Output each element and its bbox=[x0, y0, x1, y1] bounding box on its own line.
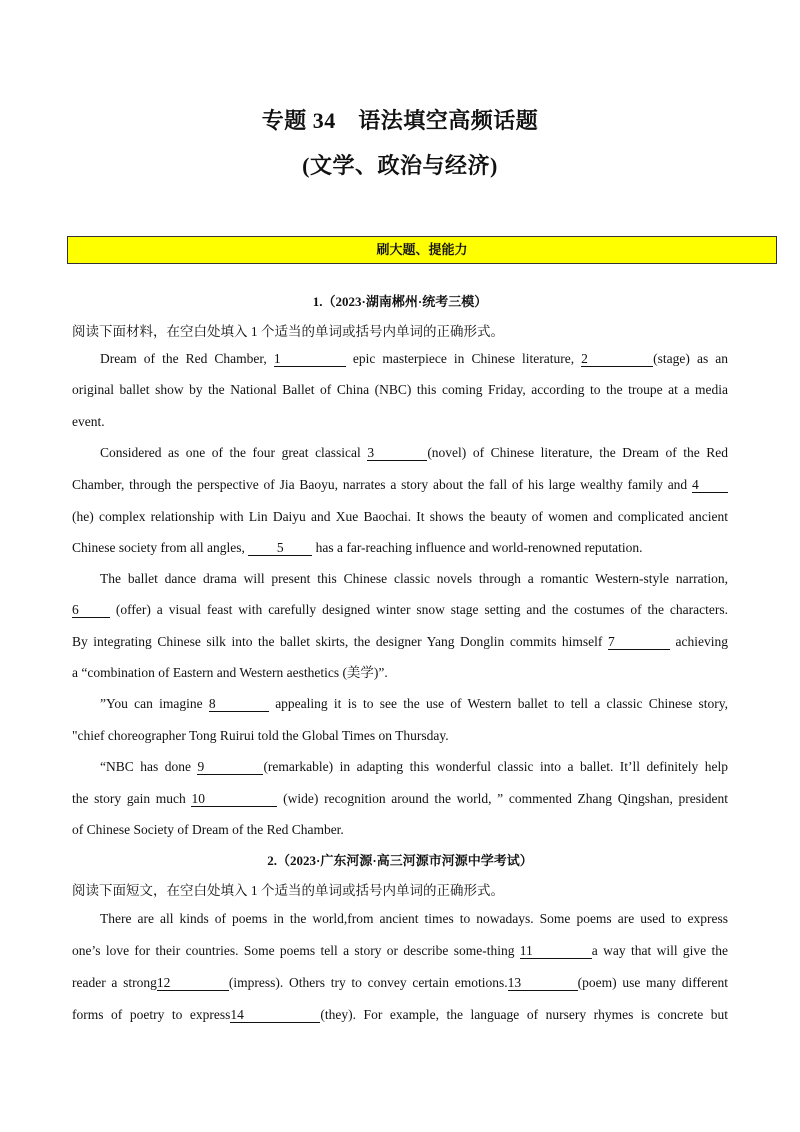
q1-p3-line4: a “combination of Eastern and Western aesthetics (美学)”. bbox=[72, 665, 388, 680]
blank-5: 5 bbox=[248, 540, 312, 556]
q2-p1-line2: one’s love for their countries. Some poems tell a story or describe some-thing 11 a way that will give the bbox=[72, 943, 728, 958]
blank-2: 2 bbox=[581, 351, 653, 367]
blank-9: 9 bbox=[197, 759, 263, 775]
q1-p3-line2: 6 (offer) a visual feast with carefully designed winter snow stage setting and the costumes of the characters. bbox=[72, 602, 728, 617]
blank-1: 1 bbox=[274, 351, 346, 367]
q1-p2-line3: (he) complex relationship with Lin Daiyu and Xue Baochai. It shows the beauty of women and complicated ancient bbox=[72, 509, 728, 524]
blank-3: 3 bbox=[367, 445, 427, 461]
q1-p2-line4: Chinese society from all angles, 5 has a far-reaching influence and world-renowned reputation. bbox=[72, 540, 643, 555]
blank-14: 14 bbox=[230, 1007, 320, 1023]
q1-p2-line2: Chamber, through the perspective of Jia Baoyu, narrates a story about the fall of his large wealthy family and 4 bbox=[72, 476, 728, 494]
q1-heading: 1.（2023·湖南郴州·统考三模） bbox=[312, 294, 488, 309]
page-title: 专题 34 语法填空高频话题 bbox=[261, 108, 539, 133]
blank-10: 10 bbox=[191, 791, 277, 807]
q2-instruction: 阅读下面短文，在空白处填入 1 个适当的单词或括号内单词的正确形式。 bbox=[72, 883, 504, 898]
q1-instruction: 阅读下面材料，在空白处填入 1 个适当的单词或括号内单词的正确形式。 bbox=[72, 324, 504, 339]
q2-p1-line3: reader a strong12 (impress). Others try to convey certain emotions.13 (poem) use many different bbox=[72, 975, 728, 990]
q1-p1-line3: event. bbox=[72, 414, 105, 429]
q1-p5-line1: “NBC has done 9 (remarkable) in adapting this wonderful classic into a ballet. It’ll definitely help bbox=[100, 759, 728, 774]
q1-p1-line2: original ballet show by the National Ballet of China (NBC) this coming Friday, according to the troupe at a media bbox=[72, 382, 728, 397]
q1-p5-line3: of Chinese Society of Dream of the Red Chamber. bbox=[72, 822, 344, 837]
q1-p5-line2: the story gain much 10 (wide) recognition around the world, ” commented Zhang Qingshan, president bbox=[72, 791, 728, 806]
page-subtitle: (文学、政治与经济) bbox=[302, 153, 498, 178]
q1-p1-line1: Dream of the Red Chamber, 1 epic masterpiece in Chinese literature, 2 (stage) as an bbox=[100, 351, 728, 366]
q2-p1-line4: forms of poetry to express14 (they). For example, the language of nursery rhymes is concrete but bbox=[72, 1007, 728, 1022]
blank-13: 13 bbox=[508, 975, 578, 991]
blank-11: 11 bbox=[520, 943, 592, 959]
q1-p4-line2: "chief choreographer Tong Ruirui told the Global Times on Thursday. bbox=[72, 728, 449, 743]
q1-p2-line1: Considered as one of the four great classical 3 (novel) of Chinese literature, the Dream of the Red bbox=[100, 445, 728, 460]
blank-4: 4 bbox=[692, 477, 728, 493]
q1-p3-line1: The ballet dance drama will present this Chinese classic novels through a romantic Western-style narration, bbox=[100, 571, 728, 586]
section-banner: 刷大题、提能力 bbox=[67, 236, 777, 264]
q2-heading: 2.（2023·广东河源·高三河源市河源中学考试） bbox=[267, 853, 533, 868]
blank-12: 12 bbox=[157, 975, 229, 991]
q2-p1-line1: There are all kinds of poems in the world,from ancient times to nowadays. Some poems are used to express bbox=[100, 911, 728, 926]
q1-p3-line3: By integrating Chinese silk into the ballet skirts, the designer Yang Donglin commits himself 7 achieving bbox=[72, 634, 729, 649]
blank-7: 7 bbox=[608, 634, 670, 650]
blank-6: 6 bbox=[72, 602, 110, 618]
blank-8: 8 bbox=[209, 696, 269, 712]
q1-p4-line1: ”You can imagine 8 appealing it is to see the use of Western ballet to tell a classic Chinese story, bbox=[100, 696, 728, 711]
